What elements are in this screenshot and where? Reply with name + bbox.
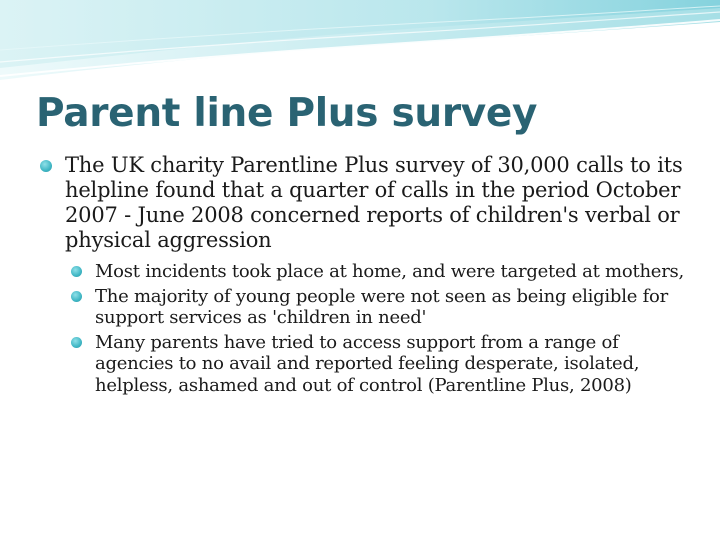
sub-bullet-point [71,286,695,329]
sub-bullet-text: Most incidents took place at home, and were targeted at mothers, [95,261,685,282]
bullet-circle-icon [40,160,52,172]
bullet-circle-icon [71,291,82,302]
main-bullet-text: The UK charity Parentline Plus survey of 30,000 calls to its helpline found that a quarter of calls in the period October 2007 - June 2008 concerned reports of children's verbal or physical aggression [65,153,683,252]
sub-bullet-list [40,261,695,396]
bullet-circle-icon [71,337,82,348]
sub-bullet-point [71,261,695,283]
slide-title: Parent line Plus survey [36,91,538,136]
slide-content [40,153,695,399]
sub-bullet-point [71,332,695,397]
decorative-wave-header [0,0,720,90]
bullet-circle-icon [71,266,82,277]
main-bullet-point [40,153,695,253]
sub-bullet-text: The majority of young people were not seen as being eligible for support services as 'children in need' [95,285,668,328]
sub-bullet-text: Many parents have tried to access support from a range of agencies to no avail and reported feeling desperate, isolated, helpless, ashamed and out of control (Parentline Plus, 2008) [95,331,640,396]
